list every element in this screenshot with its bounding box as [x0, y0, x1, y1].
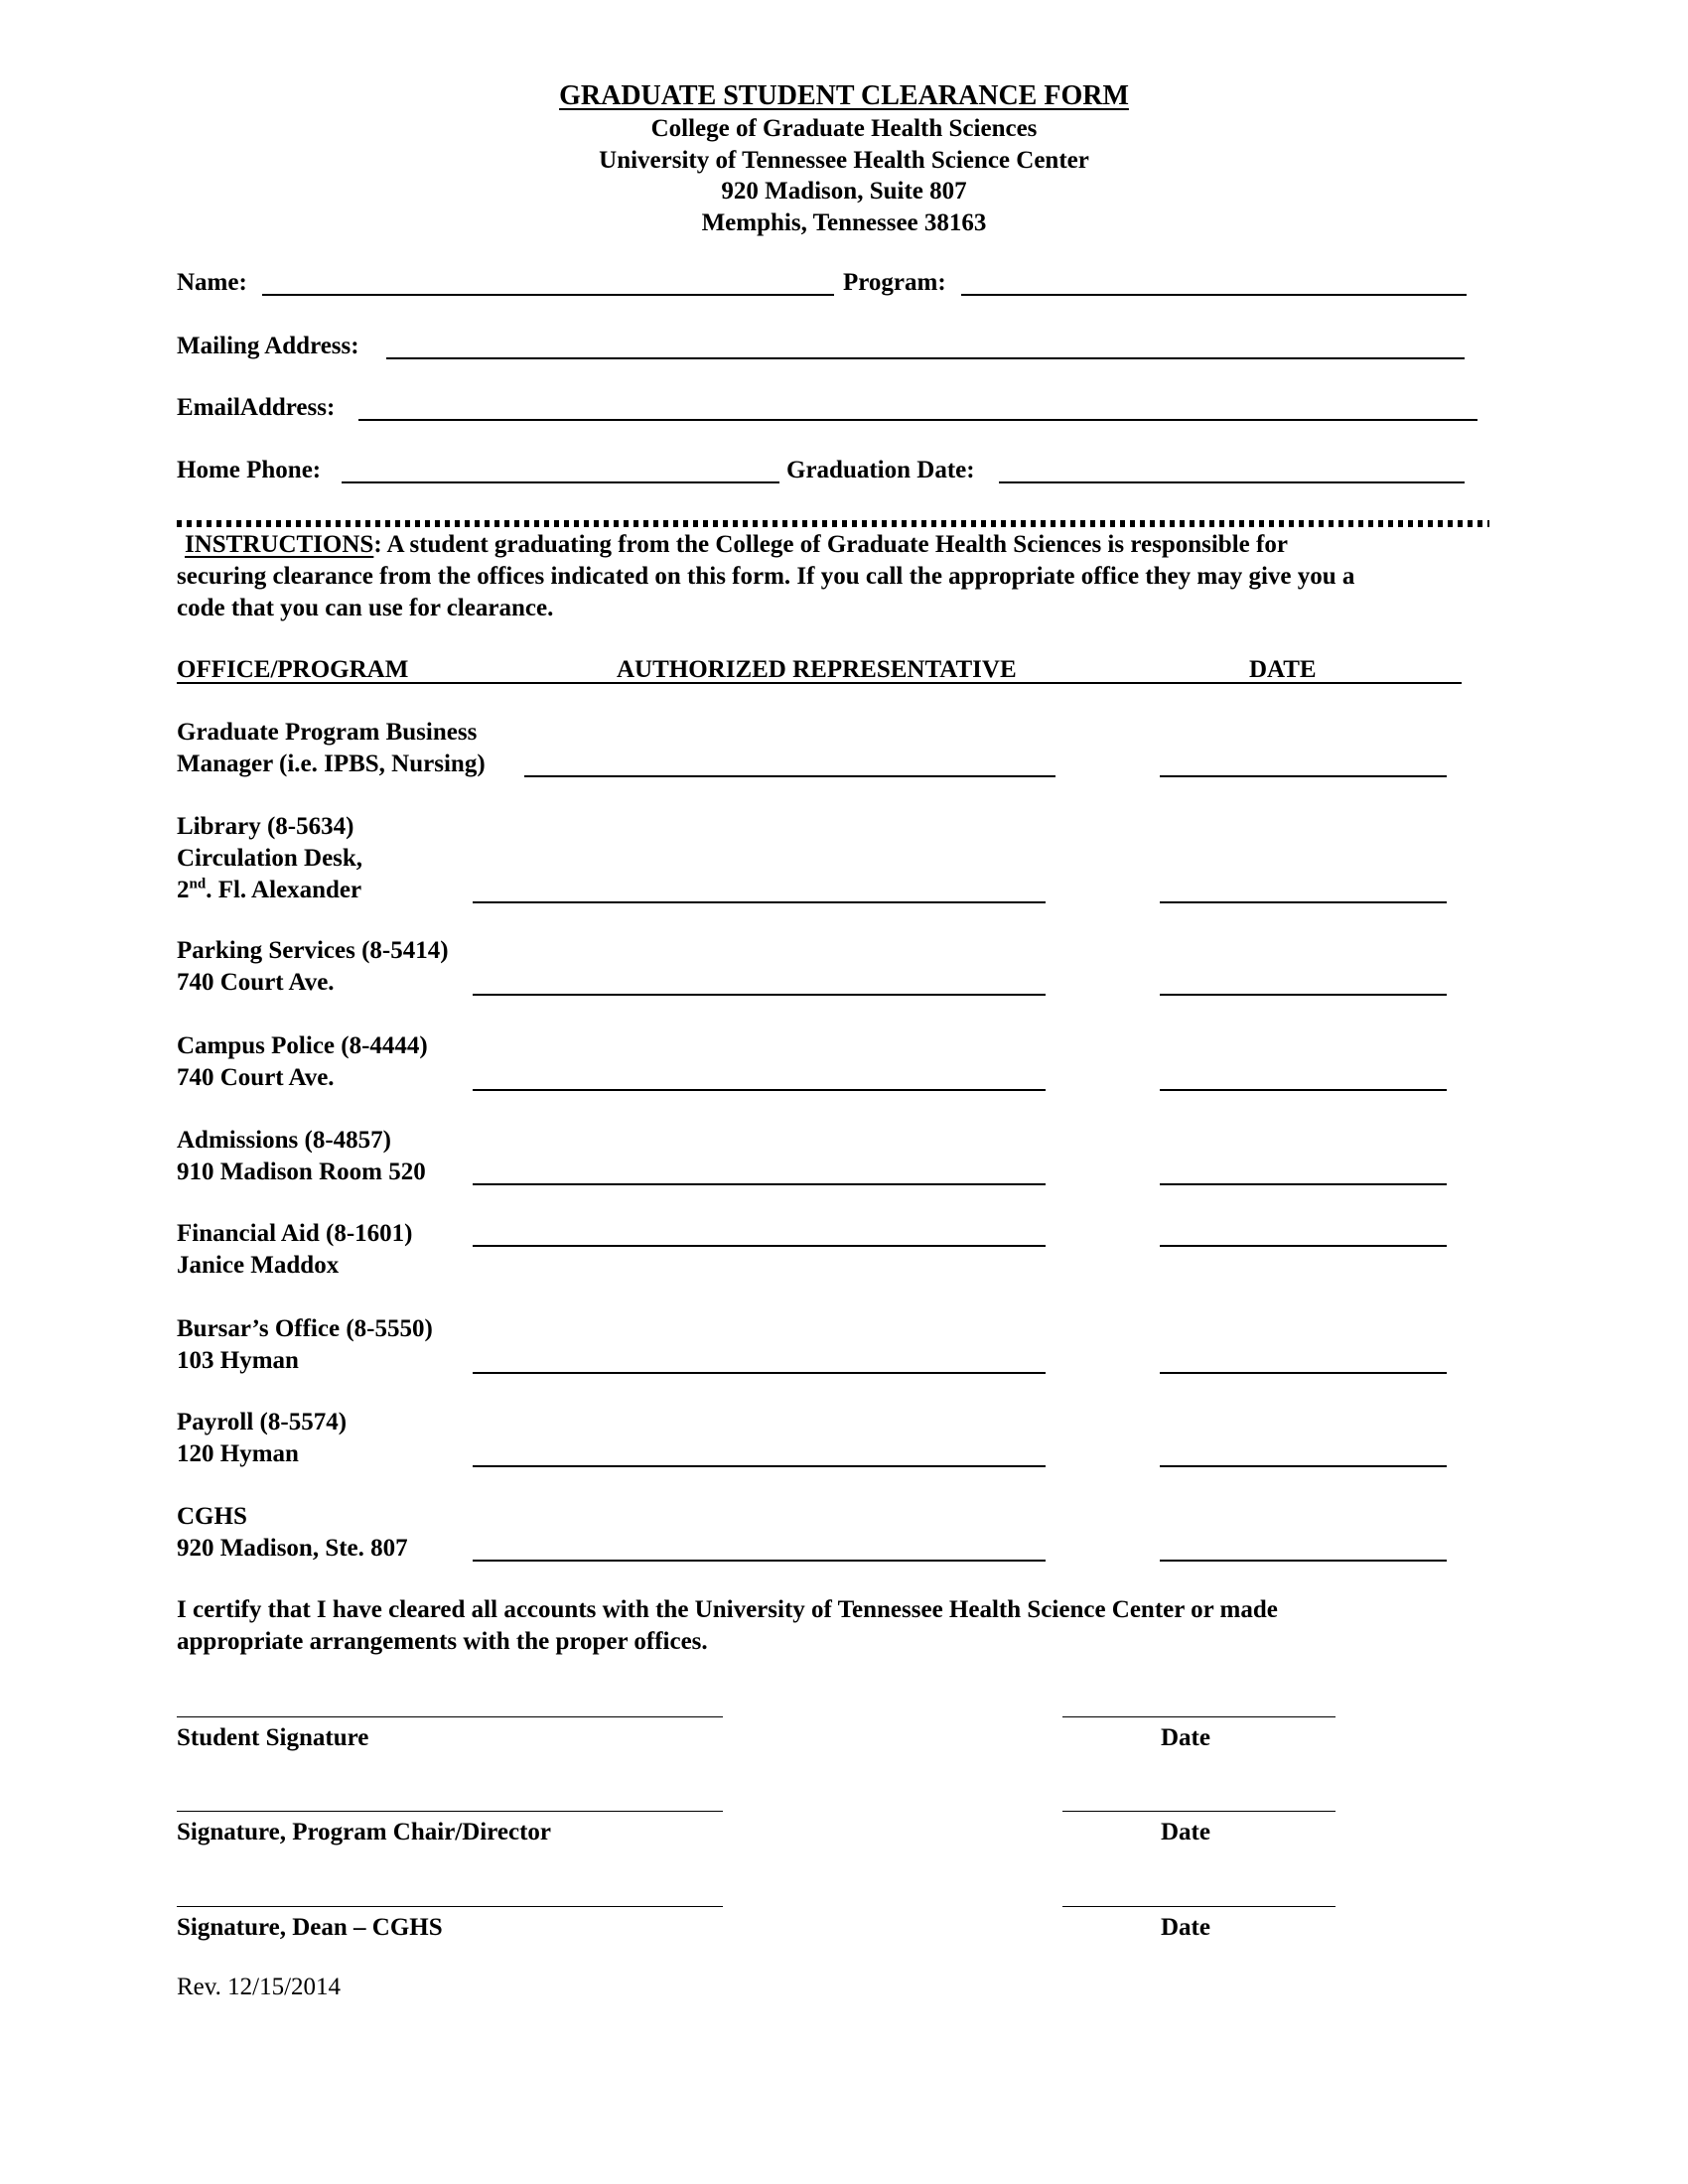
- office-name-line: Manager (i.e. IPBS, Nursing): [177, 751, 486, 777]
- office-name-line: 103 Hyman: [177, 1347, 299, 1374]
- signature-label: Signature, Dean – CGHS: [177, 1914, 443, 1941]
- signature-label: Signature, Program Chair/Director: [177, 1819, 552, 1845]
- home-phone-label: Home Phone:: [177, 457, 322, 483]
- office-name-line: Payroll (8-5574): [177, 1409, 348, 1435]
- instructions-line-3: code that you can use for clearance.: [177, 595, 554, 621]
- revision-date: Rev. 12/15/2014: [177, 1974, 342, 2000]
- signature-label: Student Signature: [177, 1724, 369, 1751]
- signature-date-label: Date: [1161, 1724, 1210, 1751]
- dotted-divider: [177, 520, 1489, 527]
- graduation-date-field[interactable]: [999, 481, 1465, 483]
- street-address: 920 Madison, Suite 807: [721, 178, 967, 205]
- representative-signature-field[interactable]: [473, 1183, 1046, 1185]
- office-date-field[interactable]: [1160, 1183, 1447, 1185]
- signature-field[interactable]: [177, 1906, 723, 1907]
- college-name: College of Graduate Health Sciences: [650, 115, 1038, 142]
- office-date-field[interactable]: [1160, 1089, 1447, 1091]
- office-name-line: Library (8-5634): [177, 813, 354, 840]
- representative-signature-field[interactable]: [473, 1089, 1046, 1091]
- office-date-field[interactable]: [1160, 1245, 1447, 1247]
- home-phone-field[interactable]: [342, 481, 779, 483]
- office-name-line: Circulation Desk,: [177, 845, 363, 872]
- office-date-field[interactable]: [1160, 1560, 1447, 1562]
- office-name-line: Financial Aid (8-1601): [177, 1220, 413, 1247]
- office-name-line: Janice Maddox: [177, 1252, 340, 1279]
- university-name: University of Tennessee Health Science Center: [599, 147, 1089, 174]
- representative-signature-field[interactable]: [473, 901, 1046, 903]
- office-date-field[interactable]: [1160, 901, 1447, 903]
- email-address-label: EmailAddress:: [177, 394, 336, 421]
- program-label: Program:: [843, 269, 946, 296]
- office-name-line: CGHS: [177, 1503, 247, 1530]
- office-date-field[interactable]: [1160, 1372, 1447, 1374]
- office-name-line: Graduate Program Business: [177, 719, 478, 746]
- signature-field[interactable]: [177, 1716, 723, 1717]
- office-name-line: Campus Police (8-4444): [177, 1032, 428, 1059]
- office-name-line: 740 Court Ave.: [177, 1064, 335, 1091]
- office-date-field[interactable]: [1160, 1465, 1447, 1467]
- instructions-line-2: securing clearance from the offices indicated on this form. If you call the appropriate office they may give you a: [177, 563, 1355, 590]
- instructions-line-1: [185, 529, 1288, 561]
- office-name-line: 920 Madison, Ste. 807: [177, 1535, 408, 1562]
- mailing-address-field[interactable]: [386, 357, 1465, 359]
- name-field[interactable]: [262, 294, 834, 296]
- program-field[interactable]: [961, 294, 1467, 296]
- office-name-line: Bursar’s Office (8-5550): [177, 1315, 433, 1342]
- representative-signature-field[interactable]: [473, 1560, 1046, 1562]
- signature-date-label: Date: [1161, 1914, 1210, 1941]
- office-name-line: 2nd. Fl. Alexander: [177, 876, 362, 903]
- representative-signature-field[interactable]: [473, 1245, 1046, 1247]
- office-name-line: Admissions (8-4857): [177, 1127, 391, 1154]
- signature-date-field[interactable]: [1062, 1716, 1336, 1717]
- office-date-field[interactable]: [1160, 994, 1447, 996]
- representative-signature-field[interactable]: [473, 1372, 1046, 1374]
- mailing-address-label: Mailing Address:: [177, 333, 359, 359]
- office-name-line: Parking Services (8-5414): [177, 937, 449, 964]
- header-office-program: OFFICE/PROGRAM: [177, 656, 409, 683]
- instructions-label: INSTRUCTIONS: [185, 531, 374, 558]
- signature-field[interactable]: [177, 1811, 723, 1812]
- form-title: GRADUATE STUDENT CLEARANCE FORM: [559, 80, 1129, 111]
- name-label: Name:: [177, 269, 247, 296]
- office-date-field[interactable]: [1160, 775, 1447, 777]
- representative-signature-field[interactable]: [473, 1465, 1046, 1467]
- signature-date-label: Date: [1161, 1819, 1210, 1845]
- signature-date-field[interactable]: [1062, 1906, 1336, 1907]
- city-address: Memphis, Tennessee 38163: [701, 209, 987, 236]
- office-name-line: 910 Madison Room 520: [177, 1159, 426, 1185]
- header-underline: [177, 682, 1462, 684]
- signature-date-field[interactable]: [1062, 1811, 1336, 1812]
- header-date: DATE: [1249, 656, 1317, 683]
- header-authorized-representative: AUTHORIZED REPRESENTATIVE: [617, 656, 1017, 683]
- certification-line-1: I certify that I have cleared all accounts with the University of Tennessee Health Science Center or made: [177, 1596, 1278, 1623]
- representative-signature-field[interactable]: [473, 994, 1046, 996]
- email-address-field[interactable]: [358, 419, 1477, 421]
- office-name-line: 740 Court Ave.: [177, 969, 335, 996]
- instructions-text: : A student graduating from the College of Graduate Health Sciences is responsible for: [373, 531, 1288, 558]
- graduation-date-label: Graduation Date:: [786, 457, 975, 483]
- office-name-line: 120 Hyman: [177, 1440, 299, 1467]
- certification-line-2: appropriate arrangements with the proper offices.: [177, 1628, 708, 1655]
- representative-signature-field[interactable]: [524, 775, 1055, 777]
